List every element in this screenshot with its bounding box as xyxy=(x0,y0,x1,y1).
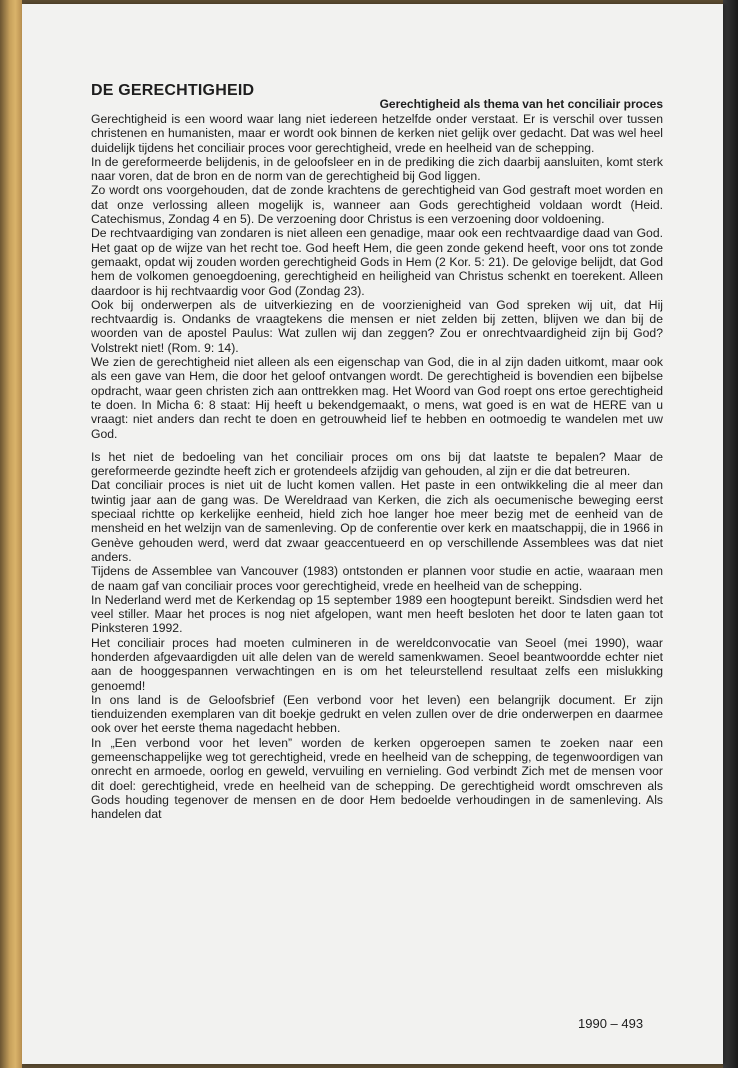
article xyxy=(91,81,663,822)
page xyxy=(22,4,723,1064)
paragraph: Gerechtigheid is een woord waar lang niet iedereen hetzelfde onder verstaat. Er is verschil over tussen christenen en humanisten, maar er wordt ook binnen de kerken niet gelijk over gedacht. Dat was wel heel duidelijk tijdens het conciliair proces voor gerechtigheid, vrede en heelheid van de schepping. xyxy=(91,112,663,155)
scan-edge xyxy=(723,0,738,1068)
paragraph: Ook bij onderwerpen als de uitverkiezing en de voorzienigheid van God spreken wij uit, dat Hij rechtvaardig is. Ondanks de vraagtekens die mensen er niet zelden bij zetten, blijven we dan bij de woorden van de apostel Paulus: Wat zullen wij dan zeggen? Zou er onrechtvaardigheid zijn bij God? Volstrekt niet! (Rom. 9: 14). xyxy=(91,297,663,355)
paragraph: In de gereformeerde belijdenis, in de geloofsleer en in de prediking die zich daarbij aansluiten, komt sterk naar voren, dat de bron en de norm van de gerechtigheid bij God liggen. xyxy=(91,154,663,184)
paragraph: Is het niet de bedoeling van het conciliair proces om ons bij dat laatste te bepalen? Maar de gereformeerde gezindte heeft zich er grotendeels afzijdig van gehouden, al zijn er die dat betreuren. xyxy=(91,449,663,479)
paragraph: Dat conciliair proces is niet uit de lucht komen vallen. Het paste in een ontwikkeling die al meer dan twintig jaar aan de gang was. De Wereldraad van Kerken, die zich als oecumenische beweging eerst speciaal richtte op kerkelijke eenheid, hield zich hoe langer hoe meer bezig met de eenheid van de mensheid en het welzijn van de samenleving. Op de conferentie over kerk en maatschappij, die in 1966 in Genève gehouden werd, werd dat zwaar geaccentueerd en op verschillende Assemblees was dat niet anders. xyxy=(91,478,663,564)
paragraph: Het conciliair proces had moeten culmineren in de wereldconvocatie van Seoel (mei 1990), waar honderden afgevaardigden uit alle delen van de wereld samenkwamen. Seoel beantwoordde echter niet aan de hooggespannen verwachtingen en is om het teleurstellend resultaat zelfs een mislukking genoemd! xyxy=(91,635,663,693)
article-title: DE GERECHTIGHEID xyxy=(91,82,255,99)
paragraph: De rechtvaardiging van zondaren is niet alleen een genadige, maar ook een rechtvaardige daad van God. Het gaat op de wijze van het recht toe. God heeft Hem, die geen zonde gekend heeft, voor ons tot zonde gemaakt, opdat wij zouden worden gerechtigheid Gods in Hem (2 Kor. 5: 21). De gelovige belijdt, dat God hem de volkomen genoegdoening, gerechtigheid en heiligheid van Christus schenkt en toerekent. Alleen daardoor is hij rechtvaardig voor God (Zondag 23). xyxy=(91,226,663,298)
book-spine xyxy=(0,0,22,1068)
paragraph: Tijdens de Assemblee van Vancouver (1983) ontstonden er plannen voor studie en actie, waaraan men de naam gaf van conciliair proces voor gerechtigheid, vrede en heelheid van de schepping. xyxy=(91,564,663,593)
paragraph: Zo wordt ons voorgehouden, dat de zonde krachtens de gerechtigheid van God gestraft moet worden en dat onze verlossing alleen mogelijk is, wanneer aan Gods gerechtigheid voldaan wordt (Heid. Catechismus, Zondag 4 en 5). De verzoening door Christus is een verzoening door voldoening. xyxy=(91,183,663,227)
page-number: 1990 – 493 xyxy=(578,1016,644,1031)
article-subtitle: Gerechtigheid als thema van het conciliair proces xyxy=(379,97,663,111)
paragraph: In „Een verbond voor het leven” worden de kerken opgeroepen samen te zoeken naar een gemeenschappelijke weg tot gerechtigheid, vrede en heelheid van de schepping, de tegenwoordigen van onrecht en armoede, oorlog en geweld, vervuiling en vernieling. God verbindt Zich met de mensen voor dit doel: gerechtigheid, vrede en heelheid van de schepping. De gerechtigheid wordt omschreven als Gods houding tegenover de mensen en de door Hem bedoelde verhoudingen in de samenleving. Als handelen dat xyxy=(91,735,663,822)
paragraph: In Nederland werd met de Kerkendag op 15 september 1989 een hoogtepunt bereikt. Sindsdien werd het veel stiller. Maar het proces is nog niet afgelopen, want men heeft besloten het door te laten gaan tot Pinksteren 1992. xyxy=(91,592,663,636)
paragraph: We zien de gerechtigheid niet alleen als een eigenschap van God, die in al zijn daden uitkomt, maar ook als een gave van Hem, die door het geloof ontvangen wordt. De gerechtigheid is bovendien een bijbelse opdracht, waar geen christen zich aan onttrekken mag. Het Woord van God roept ons ertoe gerechtigheid te doen. In Micha 6: 8 staat: Hij heeft u bekendgemaakt, o mens, wat goed is en wat de HERE van u vraagt: niet anders dan recht te doen en getrouwheid lief te hebben en ootmoedig te wandelen met uw God. xyxy=(91,355,663,441)
paragraph: In ons land is de Geloofsbrief (Een verbond voor het leven) een belangrijk document. Er zijn tienduizenden exemplaren van dit boekje gedrukt en velen zullen over de drie onderwerpen en daarmee ook over het eerste thema nagedacht hebben. xyxy=(91,692,663,736)
